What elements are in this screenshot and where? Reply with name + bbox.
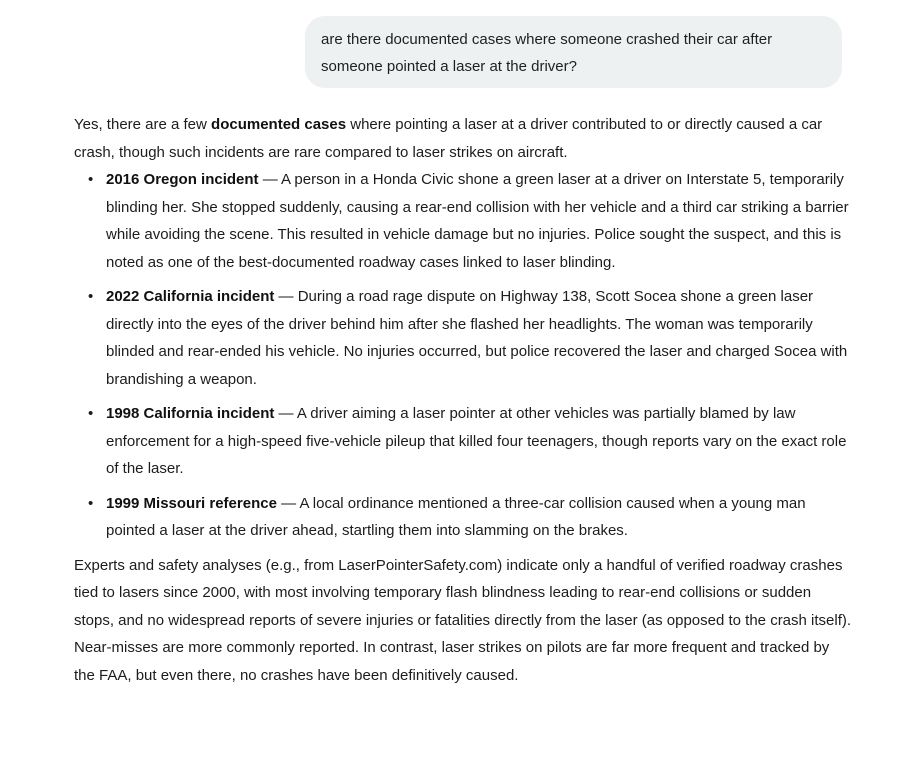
user-message-bubble — [305, 16, 842, 88]
incident-text: — A driver aiming a laser pointer at other vehicles was partially blamed by law enforcement for a high-speed five-vehicle pileup that killed four teenagers, though reports vary on the exact role of the laser. — [106, 405, 847, 477]
list-item — [74, 166, 854, 276]
user-message-text: are there documented cases where someone crashed their car after someone pointed a laser at the driver? — [321, 31, 773, 75]
list-item — [74, 283, 854, 393]
incident-text: — A person in a Honda Civic shone a green laser at a driver on Interstate 5, temporarily blinding her. She stopped suddenly, causing a rear-end collision with her vehicle and a third car striking a barrier while avoiding the scene. This resulted in vehicle damage but no injuries. Police sought the suspect, and this is noted as one of the best-documented roadway cases linked to laser blinding. — [106, 171, 849, 271]
response-intro — [74, 111, 854, 166]
intro-bold-phrase: documented cases — [211, 116, 347, 133]
incident-title: 1999 Missouri reference — [106, 494, 277, 512]
assistant-response — [74, 111, 854, 689]
incident-list — [74, 166, 854, 545]
intro-text-before: Yes, there are a few — [74, 116, 212, 133]
bullet-icon: • — [88, 494, 94, 512]
list-item — [74, 400, 854, 483]
incident-text: — A local ordinance mentioned a three-car collision caused when a young man pointed a laser at the driver ahead, startling them into slamming on the brakes. — [106, 494, 806, 539]
incident-title: 2016 Oregon incident — [106, 171, 259, 188]
incident-title: 2022 California incident — [106, 288, 275, 305]
bullet-icon: • — [88, 288, 94, 305]
incident-title: 1998 California incident — [106, 405, 275, 422]
list-item — [74, 490, 854, 545]
response-outro: Experts and safety analyses (e.g., from LaserPointerSafety.com) indicate only a handful of verified roadway crashes tied to lasers since 2000, with most involving temporary flash blindness leading to rear-end collisions or sudden stops, and no widespread reports of severe injuries or fatalities directly from the laser (as opposed to the crash itself). Near-misses are more commonly reported. In contrast, laser strikes on pilots are far more frequent and tracked by the FAA, but even there, no crashes have been definitively caused. — [74, 556, 852, 684]
bullet-icon: • — [88, 171, 94, 188]
intro-text-after: where pointing a laser at a driver contributed to or directly caused a car crash, though such incidents are rare compared to laser strikes on aircraft. — [74, 116, 823, 161]
bullet-icon: • — [88, 405, 94, 422]
incident-text: — During a road rage dispute on Highway 138, Scott Socea shone a green laser directly into the eyes of the driver behind him after she flashed her headlights. The woman was temporarily blinded and rear-ended his vehicle. No injuries occurred, but police recovered the laser and charged Socea with brandishing a weapon. — [106, 288, 848, 388]
